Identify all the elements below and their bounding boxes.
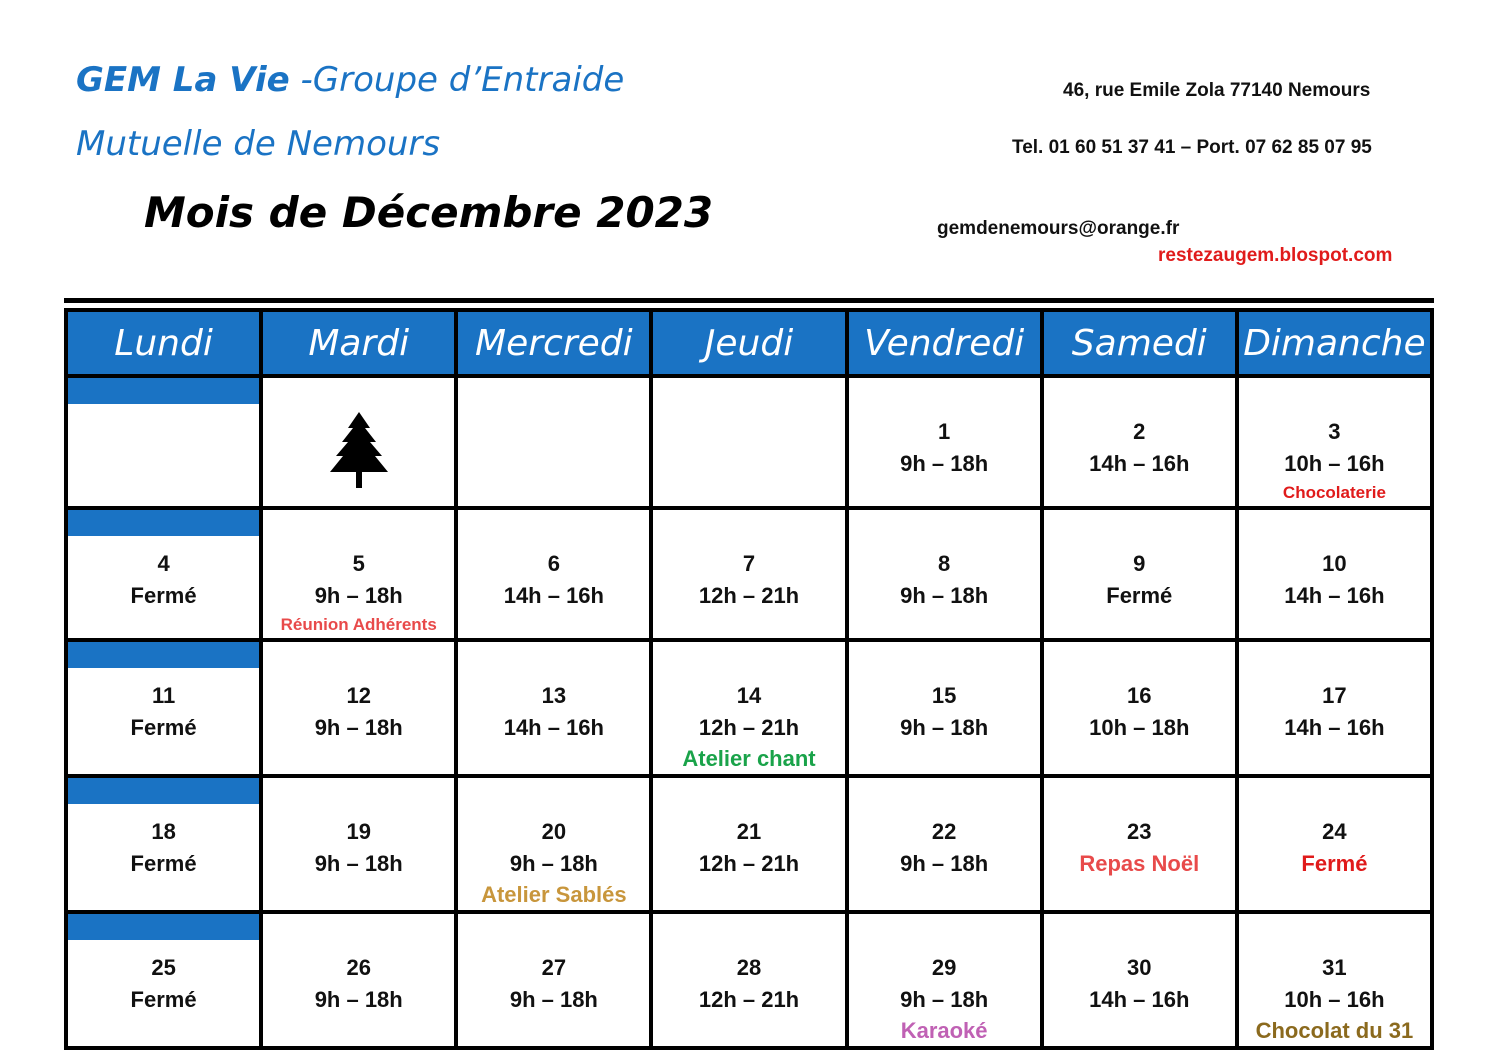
day-number: 13 — [541, 683, 567, 708]
blog-link[interactable]: restezaugem.blospot.com — [1158, 245, 1393, 266]
opening-hours: Fermé — [130, 851, 197, 876]
opening-hours: 14h – 16h — [503, 715, 604, 740]
day-cell — [66, 776, 261, 912]
week-row — [66, 376, 1432, 508]
monday-bar — [68, 378, 259, 404]
opening-hours: 9h – 18h — [509, 987, 598, 1012]
day-number: 20 — [541, 819, 567, 844]
day-cell — [66, 912, 261, 1048]
email: gemdenemours@orange.fr — [937, 218, 1180, 239]
opening-hours: Fermé — [130, 987, 197, 1012]
weekday-header-vendredi: Vendredi — [847, 310, 1042, 376]
opening-hours: 14h – 16h — [1089, 987, 1190, 1012]
day-number: 4 — [157, 551, 170, 576]
opening-hours: 12h – 21h — [698, 715, 800, 740]
page-title: Mois de Décembre 2023 — [144, 188, 714, 237]
day-number: 11 — [151, 683, 176, 708]
opening-hours: 12h – 21h — [698, 851, 800, 876]
day-number: 28 — [736, 955, 762, 980]
calendar-table — [64, 308, 1434, 1050]
day-cell — [1237, 912, 1432, 1048]
day-cell — [456, 640, 651, 776]
day-number: 24 — [1322, 819, 1347, 844]
opening-hours: Repas Noël — [1079, 851, 1200, 876]
opening-hours: 12h – 21h — [698, 583, 800, 608]
day-number: 12 — [346, 683, 371, 708]
day-cell — [1237, 376, 1432, 508]
opening-hours: 9h – 18h — [900, 851, 989, 876]
opening-hours: 9h – 18h — [314, 851, 403, 876]
day-cell — [261, 640, 456, 776]
opening-hours: 10h – 18h — [1089, 715, 1190, 740]
day-cell — [1042, 912, 1237, 1048]
monday-bar — [68, 914, 259, 940]
weekday-header-lundi: Lundi — [66, 310, 261, 376]
event-label: Atelier Sablés — [481, 882, 627, 907]
opening-hours: 9h – 18h — [900, 451, 989, 476]
day-cell — [1237, 508, 1432, 640]
day-cell — [1042, 508, 1237, 640]
org-name-rest: -Groupe d’Entraide — [300, 60, 625, 100]
opening-hours: 9h – 18h — [314, 987, 403, 1012]
opening-hours: 9h – 18h — [900, 583, 989, 608]
day-number: 2 — [1133, 419, 1146, 444]
event-label: Karaoké — [900, 1018, 988, 1043]
day-number: 8 — [938, 551, 951, 576]
event-label: Réunion Adhérents — [280, 615, 437, 634]
day-number: 25 — [151, 955, 176, 980]
opening-hours: 9h – 18h — [314, 583, 403, 608]
day-number: 29 — [931, 955, 957, 980]
day-cell — [456, 376, 651, 508]
day-number: 3 — [1328, 419, 1341, 444]
christmas-tree-icon — [330, 412, 388, 488]
day-cell — [456, 508, 651, 640]
calendar-body — [66, 376, 1432, 1048]
day-number: 9 — [1133, 551, 1146, 576]
day-cell — [261, 508, 456, 640]
opening-hours: 14h – 16h — [1284, 583, 1385, 608]
day-number: 21 — [736, 819, 762, 844]
day-cell — [651, 640, 846, 776]
opening-hours: 9h – 18h — [900, 715, 989, 740]
day-number: 26 — [346, 955, 371, 980]
day-number: 16 — [1127, 683, 1152, 708]
day-cell — [651, 376, 846, 508]
monday-bar — [68, 510, 259, 536]
day-number: 18 — [151, 819, 176, 844]
day-cell — [847, 508, 1042, 640]
opening-hours: 10h – 16h — [1284, 987, 1385, 1012]
day-cell — [456, 776, 651, 912]
week-row — [66, 640, 1432, 776]
day-cell — [651, 912, 846, 1048]
monday-bar — [68, 642, 259, 668]
opening-hours: Fermé — [1106, 583, 1173, 608]
event-label: Chocolaterie — [1282, 483, 1386, 502]
opening-hours: Fermé — [1301, 851, 1368, 876]
opening-hours: 14h – 16h — [1284, 715, 1385, 740]
opening-hours: Fermé — [130, 715, 197, 740]
monday-bar — [68, 778, 259, 804]
weekday-header-mercredi: Mercredi — [456, 310, 651, 376]
phone: Tel. 01 60 51 37 41 – Port. 07 62 85 07 95 — [1012, 137, 1372, 158]
day-cell — [1237, 776, 1432, 912]
day-cell — [651, 776, 846, 912]
opening-hours: 14h – 16h — [1089, 451, 1190, 476]
day-number: 6 — [547, 551, 560, 576]
day-cell — [1237, 640, 1432, 776]
calendar — [64, 298, 1434, 1043]
org-name-line — [76, 60, 624, 100]
day-cell — [847, 776, 1042, 912]
day-number: 15 — [931, 683, 957, 708]
day-cell — [66, 640, 261, 776]
opening-hours: 9h – 18h — [900, 987, 989, 1012]
day-cell — [261, 912, 456, 1048]
address: 46, rue Emile Zola 77140 Nemours — [1063, 80, 1371, 101]
day-number: 22 — [931, 819, 957, 844]
opening-hours: 14h – 16h — [503, 583, 604, 608]
day-number: 30 — [1127, 955, 1152, 980]
day-number: 14 — [736, 683, 762, 708]
day-cell — [261, 376, 456, 508]
org-name: GEM La Vie — [76, 60, 290, 100]
weekday-header-jeudi: Jeudi — [651, 310, 846, 376]
weekday-header-mardi: Mardi — [261, 310, 456, 376]
opening-hours: 9h – 18h — [314, 715, 403, 740]
day-cell — [847, 640, 1042, 776]
day-cell — [1042, 640, 1237, 776]
opening-hours: 12h – 21h — [698, 987, 800, 1012]
opening-hours: Fermé — [130, 583, 197, 608]
day-number: 1 — [938, 419, 951, 444]
org-name-line-2: Mutuelle de Nemours — [76, 124, 441, 164]
day-number: 31 — [1322, 955, 1347, 980]
event-label: Chocolat du 31 — [1255, 1018, 1414, 1043]
week-row — [66, 776, 1432, 912]
week-row — [66, 912, 1432, 1048]
weekday-header-dimanche: Dimanche — [1237, 310, 1432, 376]
event-label: Atelier chant — [682, 746, 816, 771]
day-cell — [847, 912, 1042, 1048]
opening-hours: 9h – 18h — [509, 851, 598, 876]
day-cell — [847, 376, 1042, 508]
week-row — [66, 508, 1432, 640]
day-cell — [1042, 776, 1237, 912]
day-cell — [456, 912, 651, 1048]
day-number: 27 — [541, 955, 567, 980]
weekday-header-samedi: Samedi — [1042, 310, 1237, 376]
day-cell — [66, 376, 261, 508]
day-number: 10 — [1322, 551, 1347, 576]
day-number: 19 — [346, 819, 371, 844]
day-cell — [66, 508, 261, 640]
day-cell — [1042, 376, 1237, 508]
day-number: 17 — [1322, 683, 1347, 708]
opening-hours: 10h – 16h — [1284, 451, 1385, 476]
weekday-header-row — [66, 310, 1432, 376]
day-cell — [261, 776, 456, 912]
day-number: 5 — [352, 551, 365, 576]
day-cell — [651, 508, 846, 640]
day-number: 23 — [1127, 819, 1152, 844]
day-number: 7 — [742, 551, 756, 576]
